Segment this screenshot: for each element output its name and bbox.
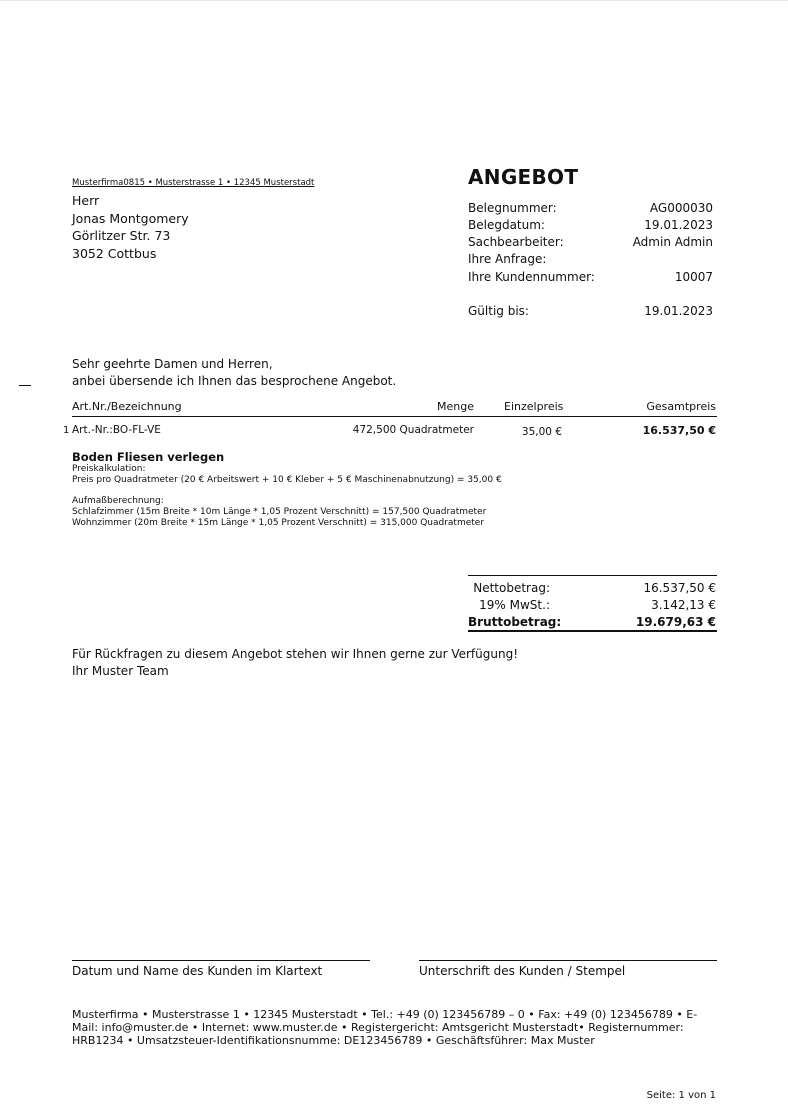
meta-row-document-date: [468, 218, 713, 232]
meta-label: Ihre Kundennummer:: [468, 270, 595, 284]
meta-label: Ihre Anfrage:: [468, 252, 547, 266]
net-amount-label: Nettobetrag:: [473, 581, 550, 595]
column-header-total-price: Gesamtpreis: [646, 400, 716, 413]
recipient-name: Jonas Montgomery: [72, 210, 189, 226]
meta-label: Sachbearbeiter:: [468, 235, 564, 249]
item-description-line: Preiskalkulation:: [72, 464, 146, 474]
company-footer: Musterfirma • Musterstrasse 1 • 12345 Musterstadt • Tel.: +49 (0) 123456789 – 0 • Fax: +49 (0) 123456789 • E-Mail: info@muster.de • Internet: www.muster.de • Registergericht: Amtsgericht Musterstadt• Registernummer: HRB1234 • Umsatzsteuer-Identifikationsnumme: DE123456789 • Geschäftsführer: Max Muster: [72, 1008, 698, 1047]
item-article-number: Art.-Nr.:BO-FL-VE: [72, 424, 161, 436]
meta-label: Gültig bis:: [468, 304, 529, 318]
page-top-border: [0, 0, 788, 1]
closing-line-1: Für Rückfragen zu diesem Angebot stehen wir Ihnen gerne zur Verfügung!: [72, 647, 519, 661]
item-description-line: Aufmaßberechnung:: [72, 496, 164, 506]
meta-label: Belegdatum:: [468, 218, 545, 232]
signature-line-name: [72, 960, 370, 961]
fold-mark: [19, 385, 31, 386]
meta-value: AG000030: [649, 201, 713, 215]
document-title: ANGEBOT: [468, 165, 579, 189]
meta-value: 19.01.2023: [644, 218, 713, 232]
signature-label-signature: Unterschrift des Kunden / Stempel: [419, 964, 626, 978]
intro-line-1: Sehr geehrte Damen und Herren,: [72, 357, 273, 371]
item-quantity: 472,500 Quadratmeter: [352, 424, 474, 436]
page-number: Seite: 1 von 1: [646, 1090, 716, 1101]
totals-top-rule: [468, 575, 717, 576]
table-header-rule: [72, 416, 717, 417]
vat-label: 19% MwSt.:: [479, 598, 550, 612]
vat-value: 3.142,13 €: [651, 598, 716, 612]
closing-text: [72, 646, 518, 680]
recipient-address: [72, 192, 189, 262]
item-description-line: Schlafzimmer (15m Breite * 10m Länge * 1,05 Prozent Verschnitt) = 157,500 Quadratmeter: [72, 507, 487, 517]
column-header-article: Art.Nr./Bezeichnung: [72, 400, 182, 413]
item-total: 16.537,50 €: [642, 424, 716, 437]
meta-value: 10007: [674, 270, 713, 284]
column-header-quantity: Menge: [437, 400, 474, 413]
meta-value: 19.01.2023: [644, 304, 713, 318]
totals-bottom-rule: [468, 630, 717, 632]
item-description-line: Preis pro Quadratmeter (20 € Arbeitswert + 10 € Kleber + 5 € Maschinenabnutzung) = 35,00 €: [72, 475, 502, 485]
signature-label-name: Datum und Name des Kunden im Klartext: [72, 964, 323, 978]
meta-row-document-number: [468, 201, 713, 215]
item-unit-price: 35,00 €: [521, 426, 562, 438]
recipient-city: 3052 Cottbus: [72, 245, 157, 261]
meta-row-clerk: [468, 235, 713, 249]
net-amount-value: 16.537,50 €: [643, 581, 716, 595]
intro-line-2: anbei übersende ich Ihnen das besprochene Angebot.: [72, 374, 397, 388]
item-description-line: Wohnzimmer (20m Breite * 15m Länge * 1,05 Prozent Verschnitt) = 315,000 Quadratmeter: [72, 518, 485, 528]
gross-amount-label: Bruttobetrag:: [468, 615, 562, 629]
intro-text: [72, 356, 396, 390]
meta-label: Belegnummer:: [468, 201, 557, 215]
meta-value: Admin Admin: [632, 235, 713, 249]
closing-line-2: Ihr Muster Team: [72, 664, 169, 678]
item-title: Boden Fliesen verlegen: [72, 450, 225, 464]
meta-row-inquiry: [468, 252, 713, 266]
column-header-unit-price: Einzelpreis: [504, 400, 564, 413]
item-position: 1: [63, 425, 70, 436]
recipient-street: Görlitzer Str. 73: [72, 228, 171, 243]
recipient-salutation: Herr: [72, 193, 100, 208]
meta-row-valid-until: [468, 304, 713, 318]
sender-line: Musterfirma0815 • Musterstrasse 1 • 12345 Musterstadt: [72, 178, 315, 188]
signature-line-signature: [419, 960, 717, 961]
gross-amount-value: 19.679,63 €: [635, 615, 716, 629]
meta-row-customer-number: [468, 270, 713, 284]
